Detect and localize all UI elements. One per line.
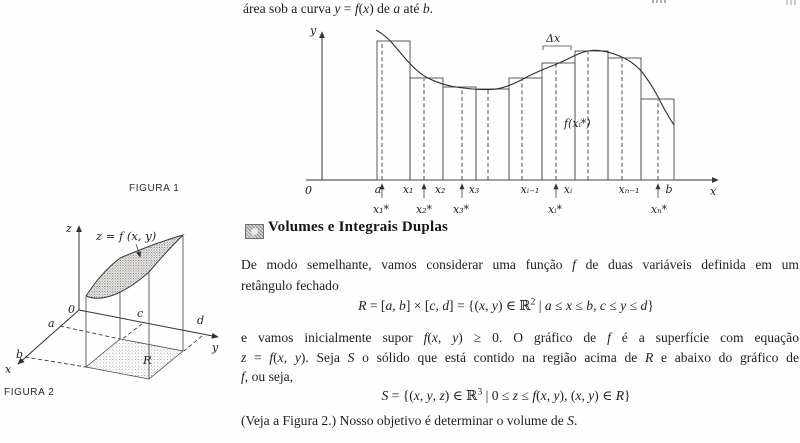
section-icon xyxy=(245,224,264,239)
surface-equation-label: z = f (x, y) xyxy=(96,229,157,243)
figura2-solid-diagram xyxy=(0,205,245,400)
origin-label: 0 xyxy=(68,303,75,316)
svg-text:xᵢ*: xᵢ* xyxy=(548,203,562,216)
paragraph2-line1: e vamos inicialmente supor f(x, y) ≥ 0. O gráfico de f é a superfície com equação xyxy=(241,330,799,345)
top-text-line: área sob a curva y = f(x) de a até b. xyxy=(243,1,434,16)
svg-text:xᵢ: xᵢ xyxy=(563,183,573,196)
svg-text:x₃*: x₃* xyxy=(452,203,470,216)
bar-height-label: f(xᵢ*) xyxy=(564,117,591,130)
section-title: Volumes e Integrais Duplas xyxy=(268,219,449,235)
svg-text:x₃: x₃ xyxy=(468,183,480,196)
y-axis-label: y xyxy=(310,24,317,37)
delta-x-label: Δx xyxy=(546,32,561,45)
figura2-caption: FIGURA 2 xyxy=(4,387,55,398)
paragraph1-line1: De modo semelhante, vamos considerar uma função f de duas variáveis definida em um xyxy=(241,257,799,272)
paragraph2-line2: z = f(x, y). Seja S o sólido que está contido na região acima de R e abaixo do gráfico de xyxy=(241,350,799,365)
x-axis-label: x xyxy=(5,363,12,376)
svg-text:xₙ₋₁: xₙ₋₁ xyxy=(618,183,640,196)
z-axis-label: z xyxy=(66,222,72,235)
y-axis-label: y xyxy=(212,341,219,354)
paragraph1-line2: retângulo fechado xyxy=(241,278,339,293)
svg-text:x₂: x₂ xyxy=(434,183,446,196)
svg-text:xₙ*: xₙ* xyxy=(650,203,668,216)
formula-S: S = {(x, y, z) ∈ ℝ$^3$ | 0 ≤ z ≤ f(x, y), (x, y) ∈ R} xyxy=(381,387,631,403)
region-R xyxy=(86,339,183,379)
figura1-caption: FIGURA 1 xyxy=(129,183,180,194)
svg-text:b: b xyxy=(665,183,673,196)
svg-text:x₁: x₁ xyxy=(402,183,414,196)
region-R-label: R xyxy=(143,353,152,367)
svg-text:x₁*: x₁* xyxy=(372,203,390,216)
closing-line: (Veja a Figura 2.) Nosso objetivo é determinar o volume de S. xyxy=(241,413,578,428)
svg-text:a: a xyxy=(374,183,382,196)
surface-patch xyxy=(86,235,183,298)
x-axis-label: x xyxy=(710,185,717,198)
paragraph2-line3: f, ou seja, xyxy=(241,369,294,384)
d-label: d xyxy=(197,314,205,327)
formula-R: R = [a, b] × [c, d] = {(x, y) ∈ ℝ$^2$ | a ≤ x ≤ b, c ≤ y ≤ d} xyxy=(358,297,654,313)
b-label: b xyxy=(16,348,24,361)
origin-label: 0 xyxy=(305,184,312,197)
a-label: a xyxy=(48,317,55,330)
c-label: c xyxy=(137,307,144,320)
svg-text:x₂*: x₂* xyxy=(415,203,433,216)
svg-text:xᵢ₋₁: xᵢ₋₁ xyxy=(520,183,540,196)
text-column xyxy=(241,0,799,443)
